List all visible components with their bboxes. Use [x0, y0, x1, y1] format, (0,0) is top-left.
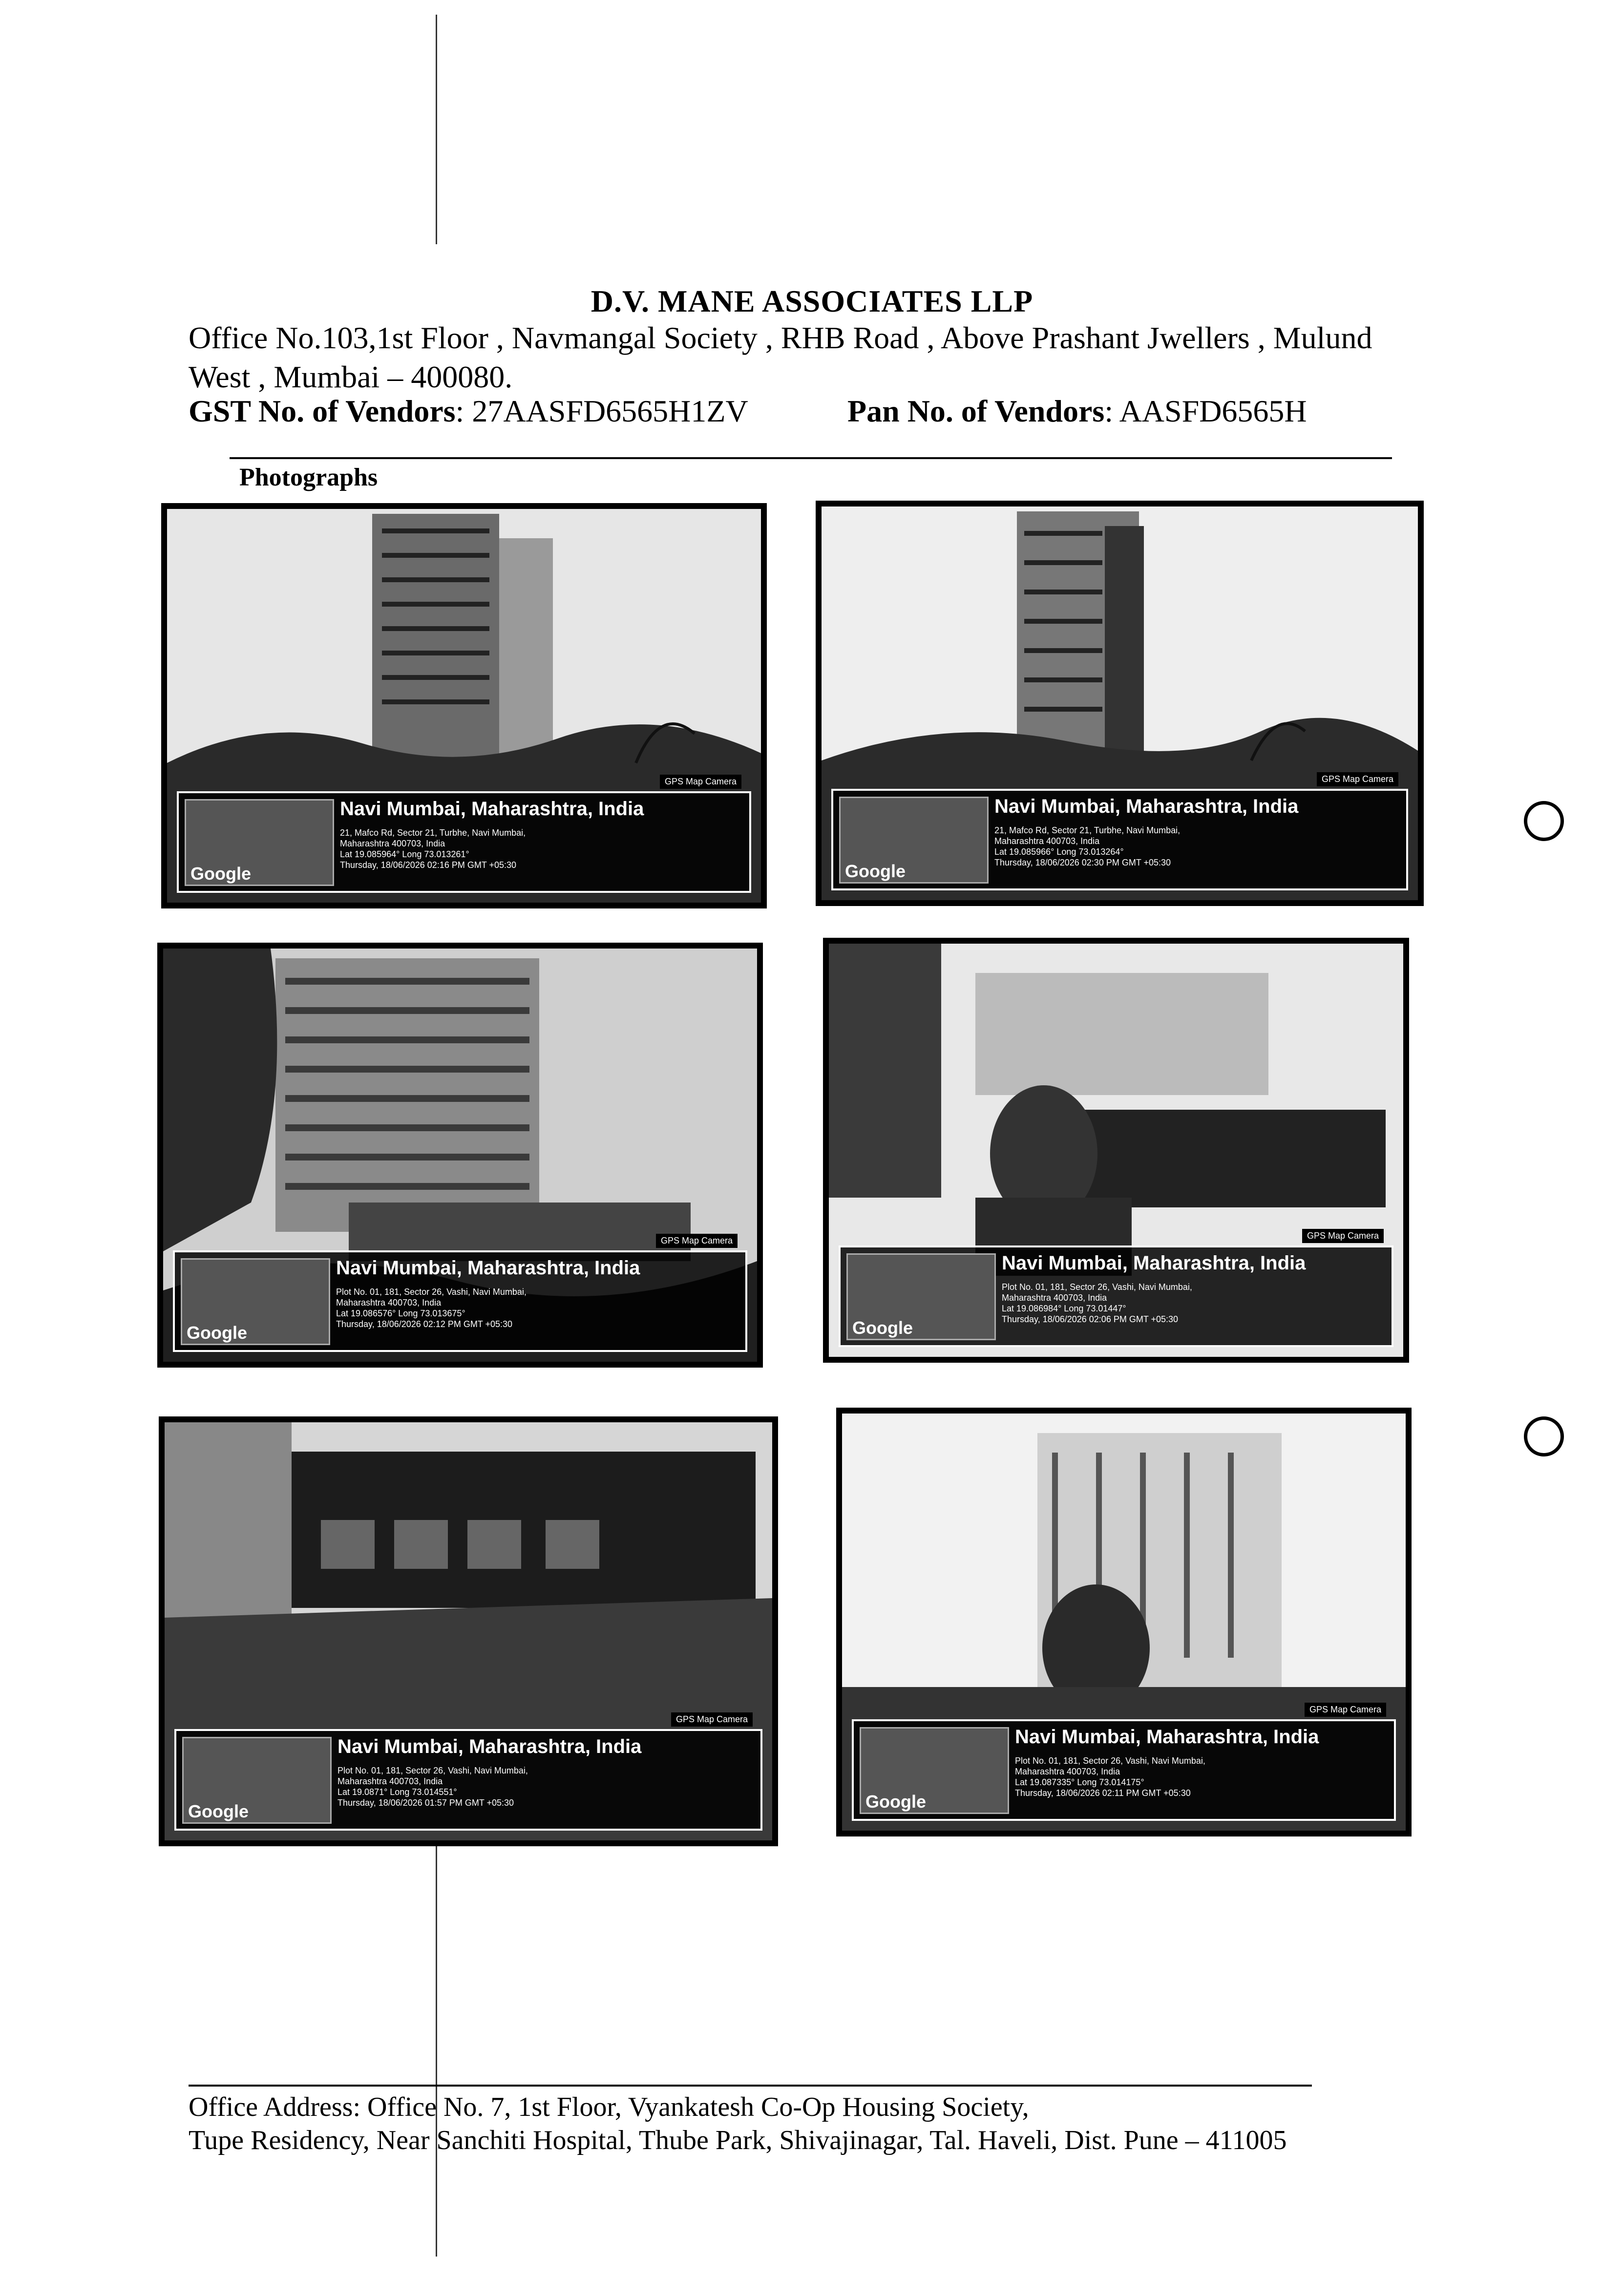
site-photo-3 [157, 943, 763, 1368]
geotag-stamp-5 [174, 1714, 762, 1831]
gps-camera-tag: GPS Map Camera [656, 1234, 738, 1248]
google-logo: Google [852, 1318, 913, 1338]
binder-hole-top [1524, 801, 1564, 841]
footer-address-line2: Tupe Residency, Near Sanchiti Hospital, Thube Park, Shivajinagar, Tal. Haveli, Dist. Pune – 411005 [189, 2125, 1287, 2155]
geotag-city: Navi Mumbai, Maharashtra, India [1002, 1252, 1306, 1274]
company-name: D.V. MANE ASSOCIATES LLP [591, 284, 1033, 318]
google-logo: Google [865, 1792, 926, 1812]
pan-value: : AASFD6565H [1104, 394, 1307, 428]
gps-camera-tag: GPS Map Camera [660, 775, 741, 789]
site-photo-1 [161, 503, 767, 908]
pan-number [847, 396, 1307, 427]
gst-label: GST No. of Vendors [189, 394, 456, 428]
google-logo: Google [187, 1323, 247, 1343]
geotag-address: Plot No. 01, 181, Sector 26, Vashi, Navi Mumbai, Maharashtra 400703, India Lat 19.087335° Long 73.014175° Thursday, 18/06/2026 02:11 PM GMT +05:30 [1015, 1756, 1205, 1798]
binder-hole-bottom [1524, 1416, 1564, 1456]
gps-camera-tag: GPS Map Camera [1317, 772, 1398, 786]
footer-rule [189, 2085, 1312, 2087]
gps-camera-tag: GPS Map Camera [1302, 1229, 1384, 1243]
office-address-line1: Office No.103,1st Floor , Navmangal Society , RHB Road , Above Prashant Jwellers , Mulund [189, 320, 1372, 355]
geotag-city: Navi Mumbai, Maharashtra, India [994, 796, 1299, 817]
geotag-stamp-2 [831, 774, 1408, 890]
site-photo-6 [836, 1408, 1412, 1836]
pan-label: Pan No. of Vendors [847, 394, 1105, 428]
scan-crease-bottom [436, 1846, 437, 2257]
geotag-city: Navi Mumbai, Maharashtra, India [1015, 1726, 1319, 1748]
site-photo-2 [816, 501, 1424, 906]
footer-address-line1: Office Address: Office No. 7, 1st Floor, Vyankatesh Co-Op Housing Society, [189, 2092, 1029, 2122]
geotag-stamp-6 [852, 1705, 1396, 1821]
google-logo: Google [190, 864, 251, 884]
site-photo-5 [159, 1416, 778, 1846]
geotag-stamp-3 [173, 1236, 747, 1352]
google-logo: Google [845, 861, 906, 881]
geotag-stamp-1 [177, 777, 751, 893]
geotag-stamp-4 [839, 1231, 1393, 1347]
geotag-address: 21, Mafco Rd, Sector 21, Turbhe, Navi Mumbai, Maharashtra 400703, India Lat 19.085964° Long 73.013261° Thursday, 18/06/2026 02:16 PM GMT +05:30 [340, 828, 526, 870]
geotag-city: Navi Mumbai, Maharashtra, India [336, 1257, 640, 1279]
geotag-address: 21, Mafco Rd, Sector 21, Turbhe, Navi Mumbai, Maharashtra 400703, India Lat 19.085966° Long 73.013264° Thursday, 18/06/2026 02:30 PM GMT +05:30 [994, 825, 1181, 867]
gst-value: : 27AASFD6565H1ZV [455, 394, 748, 428]
geotag-city: Navi Mumbai, Maharashtra, India [337, 1736, 642, 1757]
scan-crease-top [436, 15, 437, 244]
geotag-city: Navi Mumbai, Maharashtra, India [340, 798, 644, 820]
gst-number [189, 396, 748, 427]
gps-camera-tag: GPS Map Camera [671, 1712, 753, 1727]
google-logo: Google [188, 1801, 249, 1821]
geotag-address: Plot No. 01, 181, Sector 26, Vashi, Navi Mumbai, Maharashtra 400703, India Lat 19.086576° Long 73.013675° Thursday, 18/06/2026 02:12 PM GMT +05:30 [336, 1287, 527, 1329]
geotag-address: Plot No. 01, 181, Sector 26, Vashi, Navi Mumbai, Maharashtra 400703, India Lat 19.0871° Long 73.014551° Thursday, 18/06/2026 01:57 PM GMT +05:30 [337, 1766, 528, 1808]
geotag-address: Plot No. 01, 181, Sector 26, Vashi, Navi Mumbai, Maharashtra 400703, India Lat 19.086984° Long 73.01447° Thursday, 18/06/2026 02:06 PM GMT +05:30 [1002, 1282, 1192, 1324]
header-rule [230, 457, 1392, 459]
site-photo-4 [823, 938, 1409, 1363]
office-address-line2: West , Mumbai – 400080. [189, 359, 513, 394]
gps-camera-tag: GPS Map Camera [1305, 1703, 1386, 1717]
section-title: Photographs [239, 464, 378, 491]
